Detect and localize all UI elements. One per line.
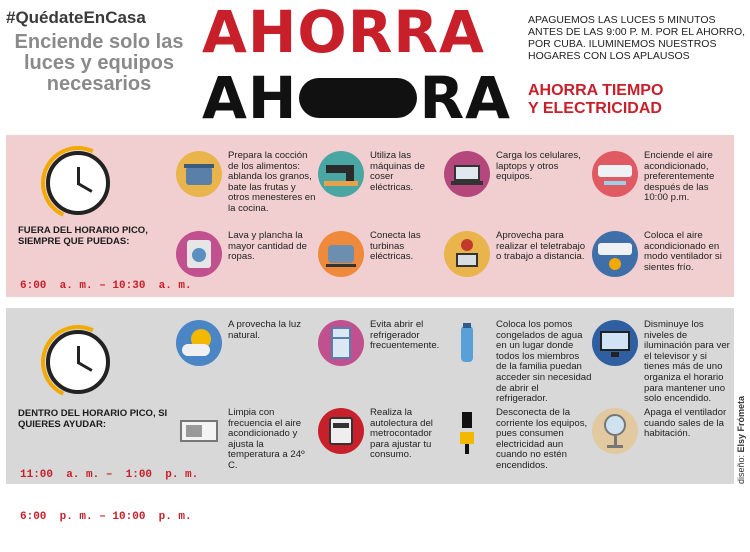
hashtag: #QuédateEnCasa — [6, 8, 146, 27]
off-peak-section — [6, 135, 734, 297]
peak-hour-1: 11:00 a. m. – 1:00 p. m. — [20, 469, 199, 481]
refrigerator-icon — [318, 320, 364, 366]
peak-hour-2: 6:00 p. m. – 10:00 p. m. — [20, 511, 192, 523]
subtitle: Enciende solo las luces y equipos necesarios — [14, 31, 184, 95]
ac-fan-mode-icon — [592, 231, 638, 277]
peak-label: DENTRO DEL HORARIO PICO, SI QUIERES AYUDAR: — [18, 408, 168, 430]
title-ahora-part1: AH — [202, 64, 298, 132]
tip-bottles-text: Coloca los pomos congelados de agua en un lugar donde todos los miembros de la familia puedan acceder sin necesidad de abrir el refrigerador. — [496, 319, 592, 405]
clock-icon — [46, 151, 110, 215]
tip-bottles — [444, 320, 592, 405]
tagline-line2: Y ELECTRICIDAD — [528, 100, 662, 117]
design-credit — [736, 396, 746, 484]
tip-fan — [592, 408, 732, 454]
appeal-text: APAGUEMOS LAS LUCES 5 MINUTOS ANTES DE LAS 9:00 P. M. POR EL AHORRO, POR CUBA. ILUMINEMOS NUESTROS HOGARES CON LOS APLAUSOS — [528, 14, 746, 62]
tip-pump-text: Conecta las turbinas eléctricas. — [370, 230, 421, 263]
tip-cooking-text: Prepara la cocción de los alimentos: ablanda los granos, bate las frutas y otros menesteres en la cocina. — [228, 150, 316, 214]
water-pump-icon — [318, 231, 364, 277]
ac-cleaning-icon — [176, 408, 222, 454]
design-credit-name: Elsy Frómeta — [736, 395, 746, 453]
clock-icon — [46, 330, 110, 394]
telework-icon — [444, 231, 490, 277]
tip-fan-text: Apaga el ventilador cuando sales de la habitación. — [644, 407, 727, 440]
peak-hours — [20, 440, 198, 552]
fan-icon — [592, 408, 638, 454]
tip-ac-fan-text: Coloca el aire acondicionado en modo ventilador si sientes frío. — [644, 230, 722, 273]
tagline — [528, 82, 663, 118]
off-peak-label: FUERA DEL HORARIO PICO, SIEMPRE QUE PUEDAS: — [18, 225, 148, 247]
tip-telework — [444, 231, 592, 277]
peak-section — [6, 308, 734, 523]
tip-laundry — [176, 231, 316, 277]
cooking-pot-icon — [176, 151, 222, 197]
tip-television-text: Disminuye los niveles de iluminación para ver el televisor y si tienes más de uno organiza el horario para mantener uno solo encendido. — [644, 319, 730, 405]
tip-fridge-text: Evita abrir el refrigerador frecuentemente. — [370, 319, 440, 352]
tip-pump — [318, 231, 438, 277]
tip-meter — [318, 408, 438, 461]
tip-fridge — [318, 320, 438, 366]
tip-telework-text: Aprovecha para realizar el teletrabajo o trabajo a distancia. — [496, 230, 586, 263]
tip-cooking — [176, 151, 316, 215]
design-credit-prefix: diseño: — [736, 452, 746, 484]
tip-meter-text: Realiza la autolectura del metrocontador para ajustar tu consumo. — [370, 407, 433, 461]
washing-machine-icon — [176, 231, 222, 277]
laptop-charging-icon — [444, 151, 490, 197]
tip-charging-text: Carga los celulares, laptops y otros equipos. — [496, 150, 581, 183]
tip-ac-clean — [176, 408, 316, 472]
title-ahora — [202, 66, 511, 130]
air-conditioner-icon — [592, 151, 638, 197]
tip-natural-light-text: A provecha la luz natural. — [228, 319, 302, 341]
tip-television — [592, 320, 732, 405]
tip-natural-light — [176, 320, 316, 366]
electric-meter-icon — [318, 408, 364, 454]
off-peak-hour-1: 6:00 a. m. – 10:30 a. m. — [20, 280, 192, 292]
television-icon — [592, 320, 638, 366]
tip-unplug — [444, 408, 592, 472]
water-bottle-icon — [444, 320, 490, 366]
unplug-icon — [444, 408, 490, 454]
tip-sewing — [318, 151, 438, 197]
sewing-machine-icon — [318, 151, 364, 197]
tip-ac-fan — [592, 231, 732, 277]
tip-charging — [444, 151, 584, 197]
tip-sewing-text: Utiliza las máquinas de coser eléctricas. — [370, 150, 425, 193]
tip-ac-clean-text: Limpia con frecuencia el aire acondicionado y ajusta la temperatura a 24º C. — [228, 407, 305, 471]
switch-pill-icon — [299, 78, 417, 118]
tip-ac-night-text: Enciende el aire acondicionado, preferentemente después de las 10:00 p.m. — [644, 150, 715, 204]
tagline-line1: AHORRA TIEMPO — [528, 82, 664, 99]
title-ahora-part2: RA — [419, 64, 511, 132]
tip-ac-night — [592, 151, 732, 204]
sun-cloud-icon — [176, 320, 222, 366]
tip-laundry-text: Lava y plancha la mayor cantidad de ropas. — [228, 230, 307, 263]
title-ahorra: AHORRA — [202, 0, 485, 66]
tip-unplug-text: Desconecta de la corriente los equipos, pues consumen electricidad aun cuando no estén encendidos. — [496, 407, 588, 471]
